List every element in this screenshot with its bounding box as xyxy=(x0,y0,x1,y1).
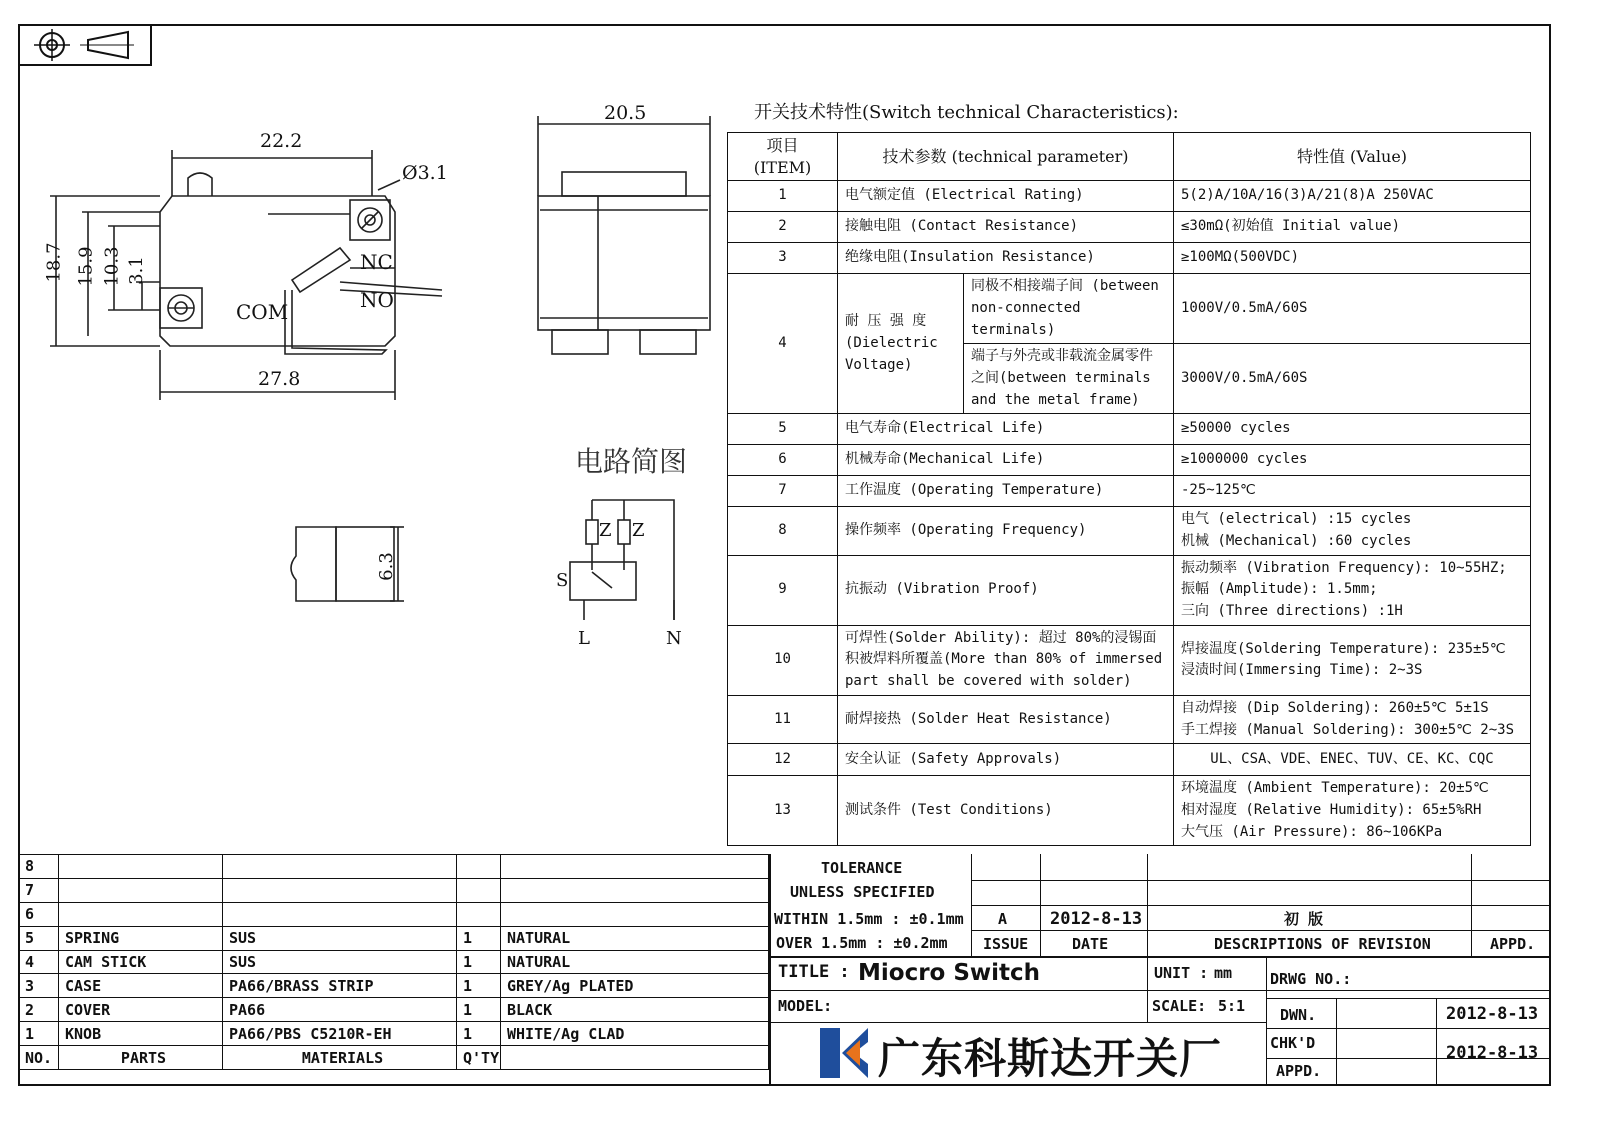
drawing-number-label: DRWG NO.: xyxy=(1270,970,1352,988)
approved-label: APPD. xyxy=(1276,1062,1322,1080)
terminal-no-label: NO xyxy=(360,288,394,312)
circuit-z2-label: Z xyxy=(632,520,645,541)
circuit-title: 电路简图 xyxy=(575,445,688,478)
title-label: TITLE : xyxy=(778,962,850,982)
appd-label: APPD. xyxy=(1490,935,1536,953)
drawn-label: DWN. xyxy=(1280,1006,1317,1024)
terminal-nc-label: NC xyxy=(360,250,393,274)
spec-row: 6 机械寿命(Mechanical Life) ≥1000000 cycles xyxy=(728,445,1531,476)
spec-row: 10 可焊性(Solder Ability): 超过 80%的浸锡面积被焊料所覆盖(More than 80% of immersed part shall be covered with solder) 焊接温度(Soldering Temperature): 235±5℃ 浸渍时间(Immersing Time): 2~3S xyxy=(728,625,1531,695)
spec-table xyxy=(727,132,1531,846)
model-label: MODEL: xyxy=(778,997,833,1015)
issue-value: A xyxy=(998,910,1008,928)
parts-row: 3 CASE PA66/BRASS STRIP 1 GREY/Ag PLATED xyxy=(19,974,769,998)
dim-height-a: 15.9 xyxy=(75,246,97,287)
revision-description: 初 版 xyxy=(1284,910,1324,928)
dim-height-b: 10.3 xyxy=(101,246,123,287)
tolerance-title: TOLERANCE xyxy=(821,859,903,877)
unit-label: UNIT : xyxy=(1154,964,1209,982)
issue-label: ISSUE xyxy=(983,935,1029,953)
switch-body-side xyxy=(538,196,710,330)
spec-row: 1 电气额定值 (Electrical Rating) 5(2)A/10A/16(3)A/21(8)A 250VAC xyxy=(728,181,1531,212)
spec-row: 4 耐 压 强 度 (Dielectric Voltage) 同极不相接端子间 (between non-connected terminals) 1000V/0.5mA/60S xyxy=(728,274,1531,344)
scale-label: SCALE: xyxy=(1152,997,1207,1015)
spec-row: 3 绝缘电阻(Insulation Resistance) ≥100MΩ(500VDC) xyxy=(728,243,1531,274)
company-logo-icon xyxy=(818,1026,870,1080)
circuit-l-label: L xyxy=(578,628,590,649)
knob-detail xyxy=(291,527,336,601)
spec-header-value: 特性值 (Value) xyxy=(1174,133,1531,181)
parts-row: 4 CAM STICK SUS 1 NATURAL xyxy=(19,950,769,974)
spec-row: 12 安全认证 (Safety Approvals) UL、CSA、VDE、ENEC、TUV、CE、KC、CQC xyxy=(728,744,1531,776)
tolerance-over: OVER 1.5mm : ±0.2mm xyxy=(776,934,948,952)
parts-row: 6 xyxy=(19,902,769,926)
date-value: 2012-8-13 xyxy=(1050,909,1143,929)
revision-label: DESCRIPTIONS OF REVISION xyxy=(1214,935,1431,953)
circuit-s-label: S xyxy=(556,570,569,591)
spec-row: 5 电气寿命(Electrical Life) ≥50000 cycles xyxy=(728,414,1531,445)
dim-bottom-width: 27.8 xyxy=(258,368,301,390)
parts-row: 5 SPRING SUS 1 NATURAL xyxy=(19,926,769,950)
spec-row: 7 工作温度 (Operating Temperature) -25~125℃ xyxy=(728,476,1531,507)
terminal-com-label: COM xyxy=(236,300,289,324)
dim-side-width: 20.5 xyxy=(604,102,647,124)
parts-row: 7 xyxy=(19,878,769,902)
parts-row: 2 COVER PA66 1 BLACK xyxy=(19,998,769,1022)
parts-row: 8 xyxy=(19,855,769,879)
tolerance-within: WITHIN 1.5mm : ±0.1mm xyxy=(774,910,964,928)
spec-title: 开关技术特性(Switch technical Characteristics): xyxy=(754,102,1179,123)
drawn-date: 2012-8-13 xyxy=(1446,1004,1539,1024)
title-value: Miocro Switch xyxy=(858,960,1041,986)
scale-value: 5:1 xyxy=(1218,997,1246,1015)
spec-row: 13 测试条件 (Test Conditions) 环境温度 (Ambient Temperature): 20±5℃ 相对湿度 (Relative Humidity): 65±5%RH 大气压 (Air Pressure): 86~106KPa xyxy=(728,776,1531,846)
spec-header-item: 项目 (ITEM) xyxy=(728,133,838,181)
spec-row: 端子与外壳或非载流金属零件之间(between terminals and the metal frame) 3000V/0.5mA/60S xyxy=(728,344,1531,414)
dim-height-c: 3.1 xyxy=(125,256,147,285)
dim-height-total: 18.7 xyxy=(43,242,65,283)
spec-header-param: 技术参数 (technical parameter) xyxy=(838,133,1174,181)
title-block xyxy=(18,854,1551,1086)
tolerance-unless: UNLESS SPECIFIED xyxy=(790,883,935,901)
circuit-n-label: N xyxy=(666,628,682,649)
unit-value: mm xyxy=(1214,964,1233,982)
parts-row: 1 KNOB PA66/PBS C5210R-EH 1 WHITE/Ag CLAD xyxy=(19,1022,769,1046)
parts-list xyxy=(18,854,769,1070)
circuit-z1-label: Z xyxy=(599,520,612,541)
parts-header-row: NO. PARTS MATERIALS Q'TY xyxy=(19,1046,769,1070)
spec-row: 8 操作频率 (Operating Frequency) 电气 (electrical) :15 cycles 机械 (Mechanical) :60 cycles xyxy=(728,507,1531,555)
company-name: 广东科斯达开关厂 xyxy=(878,1034,1223,1083)
dim-hole-diameter: Ø3.1 xyxy=(402,162,448,184)
checked-label: CHK'D xyxy=(1270,1034,1316,1052)
dim-small-height: 6.3 xyxy=(375,552,397,581)
spec-row: 11 耐焊接热 (Solder Heat Resistance) 自动焊接 (Dip Soldering): 260±5℃ 5±1S 手工焊接 (Manual Soldering): 300±5℃ 2~3S xyxy=(728,695,1531,743)
spec-row: 9 抗振动 (Vibration Proof) 振动频率 (Vibration Frequency): 10~55HZ; 振幅 (Amplitude): 1.5mm; 三向 (Three directions) :1H xyxy=(728,555,1531,625)
date-label: DATE xyxy=(1072,935,1109,953)
checked-date: 2012-8-13 xyxy=(1446,1043,1539,1063)
dim-top-width: 22.2 xyxy=(260,130,303,152)
spec-row: 2 接触电阻 (Contact Resistance) ≤30mΩ(初始值 Initial value) xyxy=(728,212,1531,243)
